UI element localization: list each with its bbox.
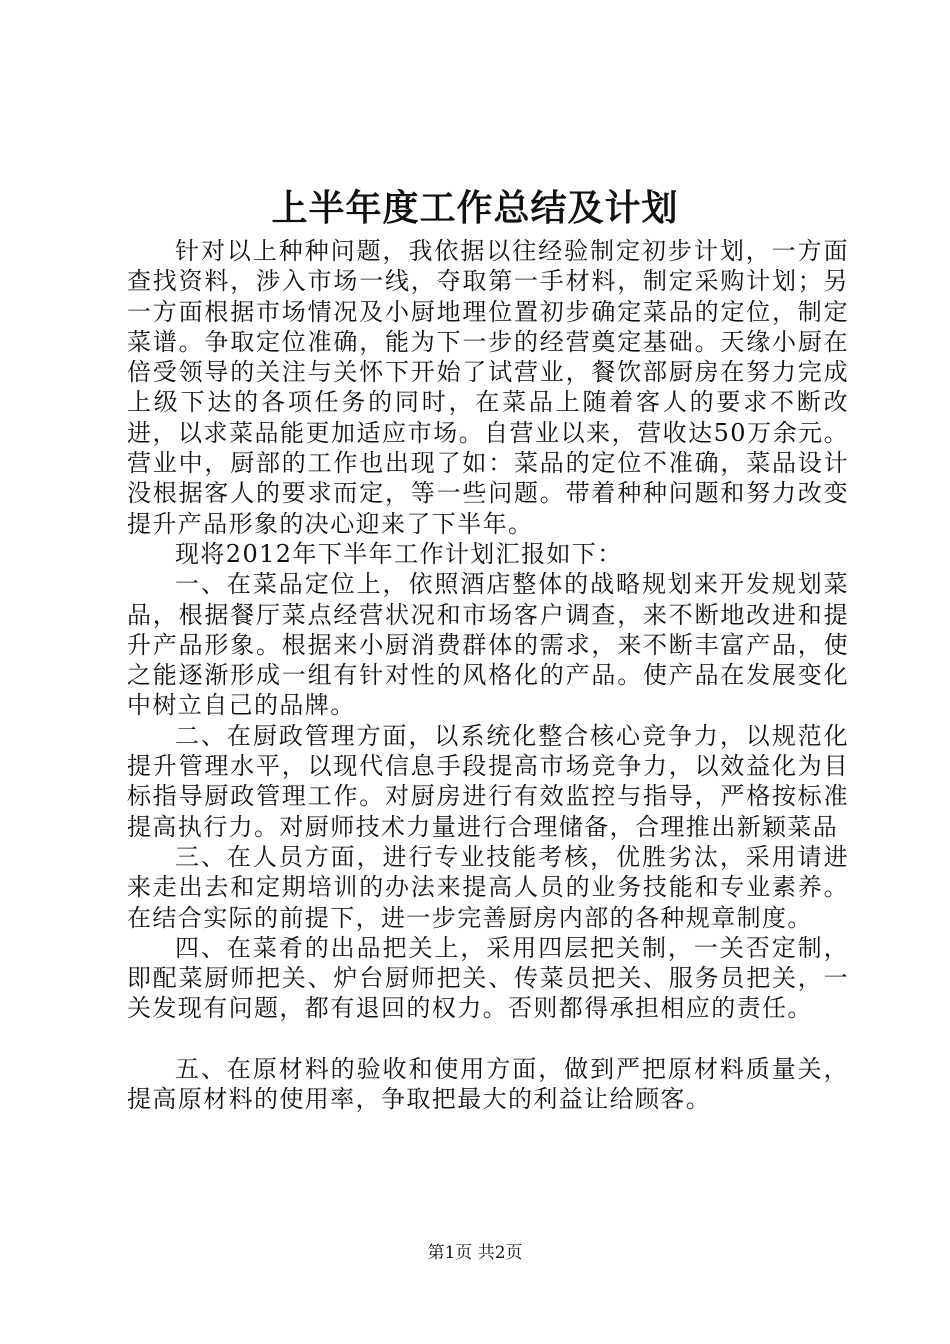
paragraph-item-5: 五、在原材料的验收和使用方面，做到严把原材料质量关，提高原材料的使用率，争取把最大的利益让给顾客。 (127, 1054, 849, 1114)
paragraph-item-1: 一、在菜品定位上，依照酒店整体的战略规划来开发规划菜品，根据餐厅菜点经营状况和市场客户调查，来不断地改进和提升产品形象。根据来小厨消费群体的需求，来不断丰富产品，使之能逐渐形成一组有针对性的风格化的产品。使产品在发展变化中树立自己的品牌。 (127, 570, 849, 720)
paragraph-item-4: 四、在菜肴的出品把关上，采用四层把关制，一关否定制，即配菜厨师把关、炉台厨师把关、传菜员把关、服务员把关，一关发现有问题，都有退回的权力。否则都得承担相应的责任。 (127, 933, 849, 1023)
document-body (127, 236, 849, 1114)
paragraph-item-2: 二、在厨政管理方面，以系统化整合核心竞争力，以规范化提升管理水平，以现代信息手段提高市场竞争力，以效益化为目标指导厨政管理工作。对厨房进行有效监控与指导，严格按标准提高执行力。对厨师技术力量进行合理储备，合理推出新颖菜品 (127, 721, 849, 841)
paragraph-plan-lead: 现将2012年下半年工作计划汇报如下： (175, 539, 623, 568)
page-number-footer: 第1页 共2页 (427, 1243, 523, 1263)
document-title: 上半年度工作总结及计划 (271, 187, 679, 229)
paragraph-intro: 针对以上种种问题，我依据以往经验制定初步计划，一方面查找资料，涉入市场一线，夺取第一手材料，制定采购计划；另一方面根据市场情况及小厨地理位置初步确定菜品的定位，制定菜谱。争取定位准确，能为下一步的经营奠定基础。天缘小厨在倍受领导的关注与关怀下开始了试营业，餐饮部厨房在努力完成上级下达的各项任务的同时，在菜品上随着客人的要求不断改进，以求菜品能更加适应市场。自营业以来，营收达50万余元。营业中，厨部的工作也出现了如：菜品的定位不准确，菜品设计没根据客人的要求而定，等一些问题。带着种种问题和努力改变提升产品形象的决心迎来了下半年。 (127, 237, 849, 538)
paragraph-item-3: 三、在人员方面，进行专业技能考核，优胜劣汰，采用请进来走出去和定期培训的办法来提高人员的业务技能和专业素养。在结合实际的前提下，进一步完善厨房内部的各种规章制度。 (127, 842, 849, 932)
